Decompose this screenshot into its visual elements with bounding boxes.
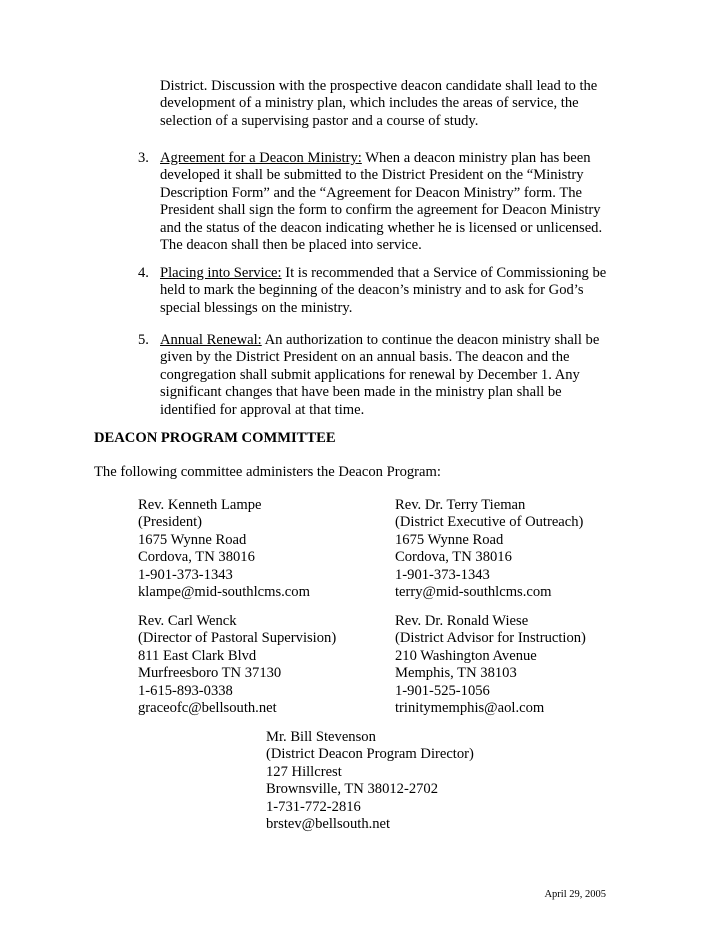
contact-address: 811 East Clark Blvd [138,647,257,664]
contact-city: Cordova, TN 38016 [138,549,255,566]
list-item-number: 3. [138,150,149,166]
contact-email[interactable]: graceofc@bellsouth.net [138,700,277,717]
committee-intro: The following committee administers the Deacon Program: [94,464,441,480]
contact-city: Memphis, TN 38103 [395,665,517,682]
list-item-title: Agreement for a Deacon Ministry: [160,150,362,166]
contact-role: (District Deacon Program Director) [266,746,474,763]
list-item-placing [138,265,613,317]
contact-email[interactable]: brstev@bellsouth.net [266,816,391,833]
contact-phone: 1-615-893-0338 [138,682,233,699]
continued-paragraph: District. Discussion with the prospective deacon candidate shall lead to the development of a ministry plan, which includes the areas of service, the selection of a supervising pastor and a course of study. [160,78,598,129]
contact-role: (District Advisor for Instruction) [395,630,586,647]
contact-role: (President) [138,514,203,531]
contact-address: 127 Hillcrest [266,763,342,780]
contact-card [395,613,655,717]
list-item-renewal [138,332,613,419]
list-item-agreement [138,150,613,254]
list-item-text: It is recommended that a Service of Commissioning be held to mark the beginning of the deacon’s ministry and to ask for God’s special blessings on the ministry. [160,265,607,316]
contact-address: 1675 Wynne Road [138,531,247,548]
contact-card [138,497,398,601]
contact-email[interactable]: trinitymemphis@aol.com [395,700,545,717]
contact-city: Cordova, TN 38016 [395,549,512,566]
contact-name: Rev. Dr. Ronald Wiese [395,613,529,629]
list-item-number: 5. [138,332,149,348]
committee-heading: DEACON PROGRAM COMMITTEE [94,430,336,446]
contact-name: Rev. Carl Wenck [138,613,237,629]
contact-city: Brownsville, TN 38012-2702 [266,781,439,798]
contact-card [138,613,398,717]
footer-date: April 29, 2005 [544,889,606,900]
contact-phone: 1-901-525-1056 [395,682,490,699]
contact-role: (District Executive of Outreach) [395,514,584,531]
list-item-number: 4. [138,265,149,281]
contact-phone: 1-731-772-2816 [266,798,361,815]
contact-role: (Director of Pastoral Supervision) [138,630,337,647]
contact-address: 1675 Wynne Road [395,531,504,548]
contact-city: Murfreesboro TN 37130 [138,665,282,682]
contact-phone: 1-901-373-1343 [395,566,490,583]
contact-email[interactable]: terry@mid-southlcms.com [395,584,552,601]
list-item-title: Annual Renewal: [160,332,262,348]
contact-name: Mr. Bill Stevenson [266,729,376,745]
contact-name: Rev. Dr. Terry Tieman [395,497,526,513]
contact-card [395,497,655,601]
list-item-text: When a deacon ministry plan has been developed it shall be submitted to the District President on the “Ministry Description Form” and the “Agreement for Deacon Ministry” form. The President shall sign the form to confirm the agreement for Deacon Ministry and the status of the deacon indicating whether he is licensed or unlicensed. The deacon shall then be placed into service. [160,150,603,254]
contact-name: Rev. Kenneth Lampe [138,497,262,513]
contact-card [266,729,526,833]
list-item-title: Placing into Service: [160,265,282,281]
contact-address: 210 Washington Avenue [395,647,537,664]
contact-phone: 1-901-373-1343 [138,566,233,583]
list-item-text: An authorization to continue the deacon ministry shall be given by the District President on an annual basis. The deacon and the congregation shall submit applications for renewal by December 1. Any significant changes that have been made in the ministry plan shall be identified for approval at that time. [160,332,600,418]
contact-email[interactable]: klampe@mid-southlcms.com [138,584,310,601]
